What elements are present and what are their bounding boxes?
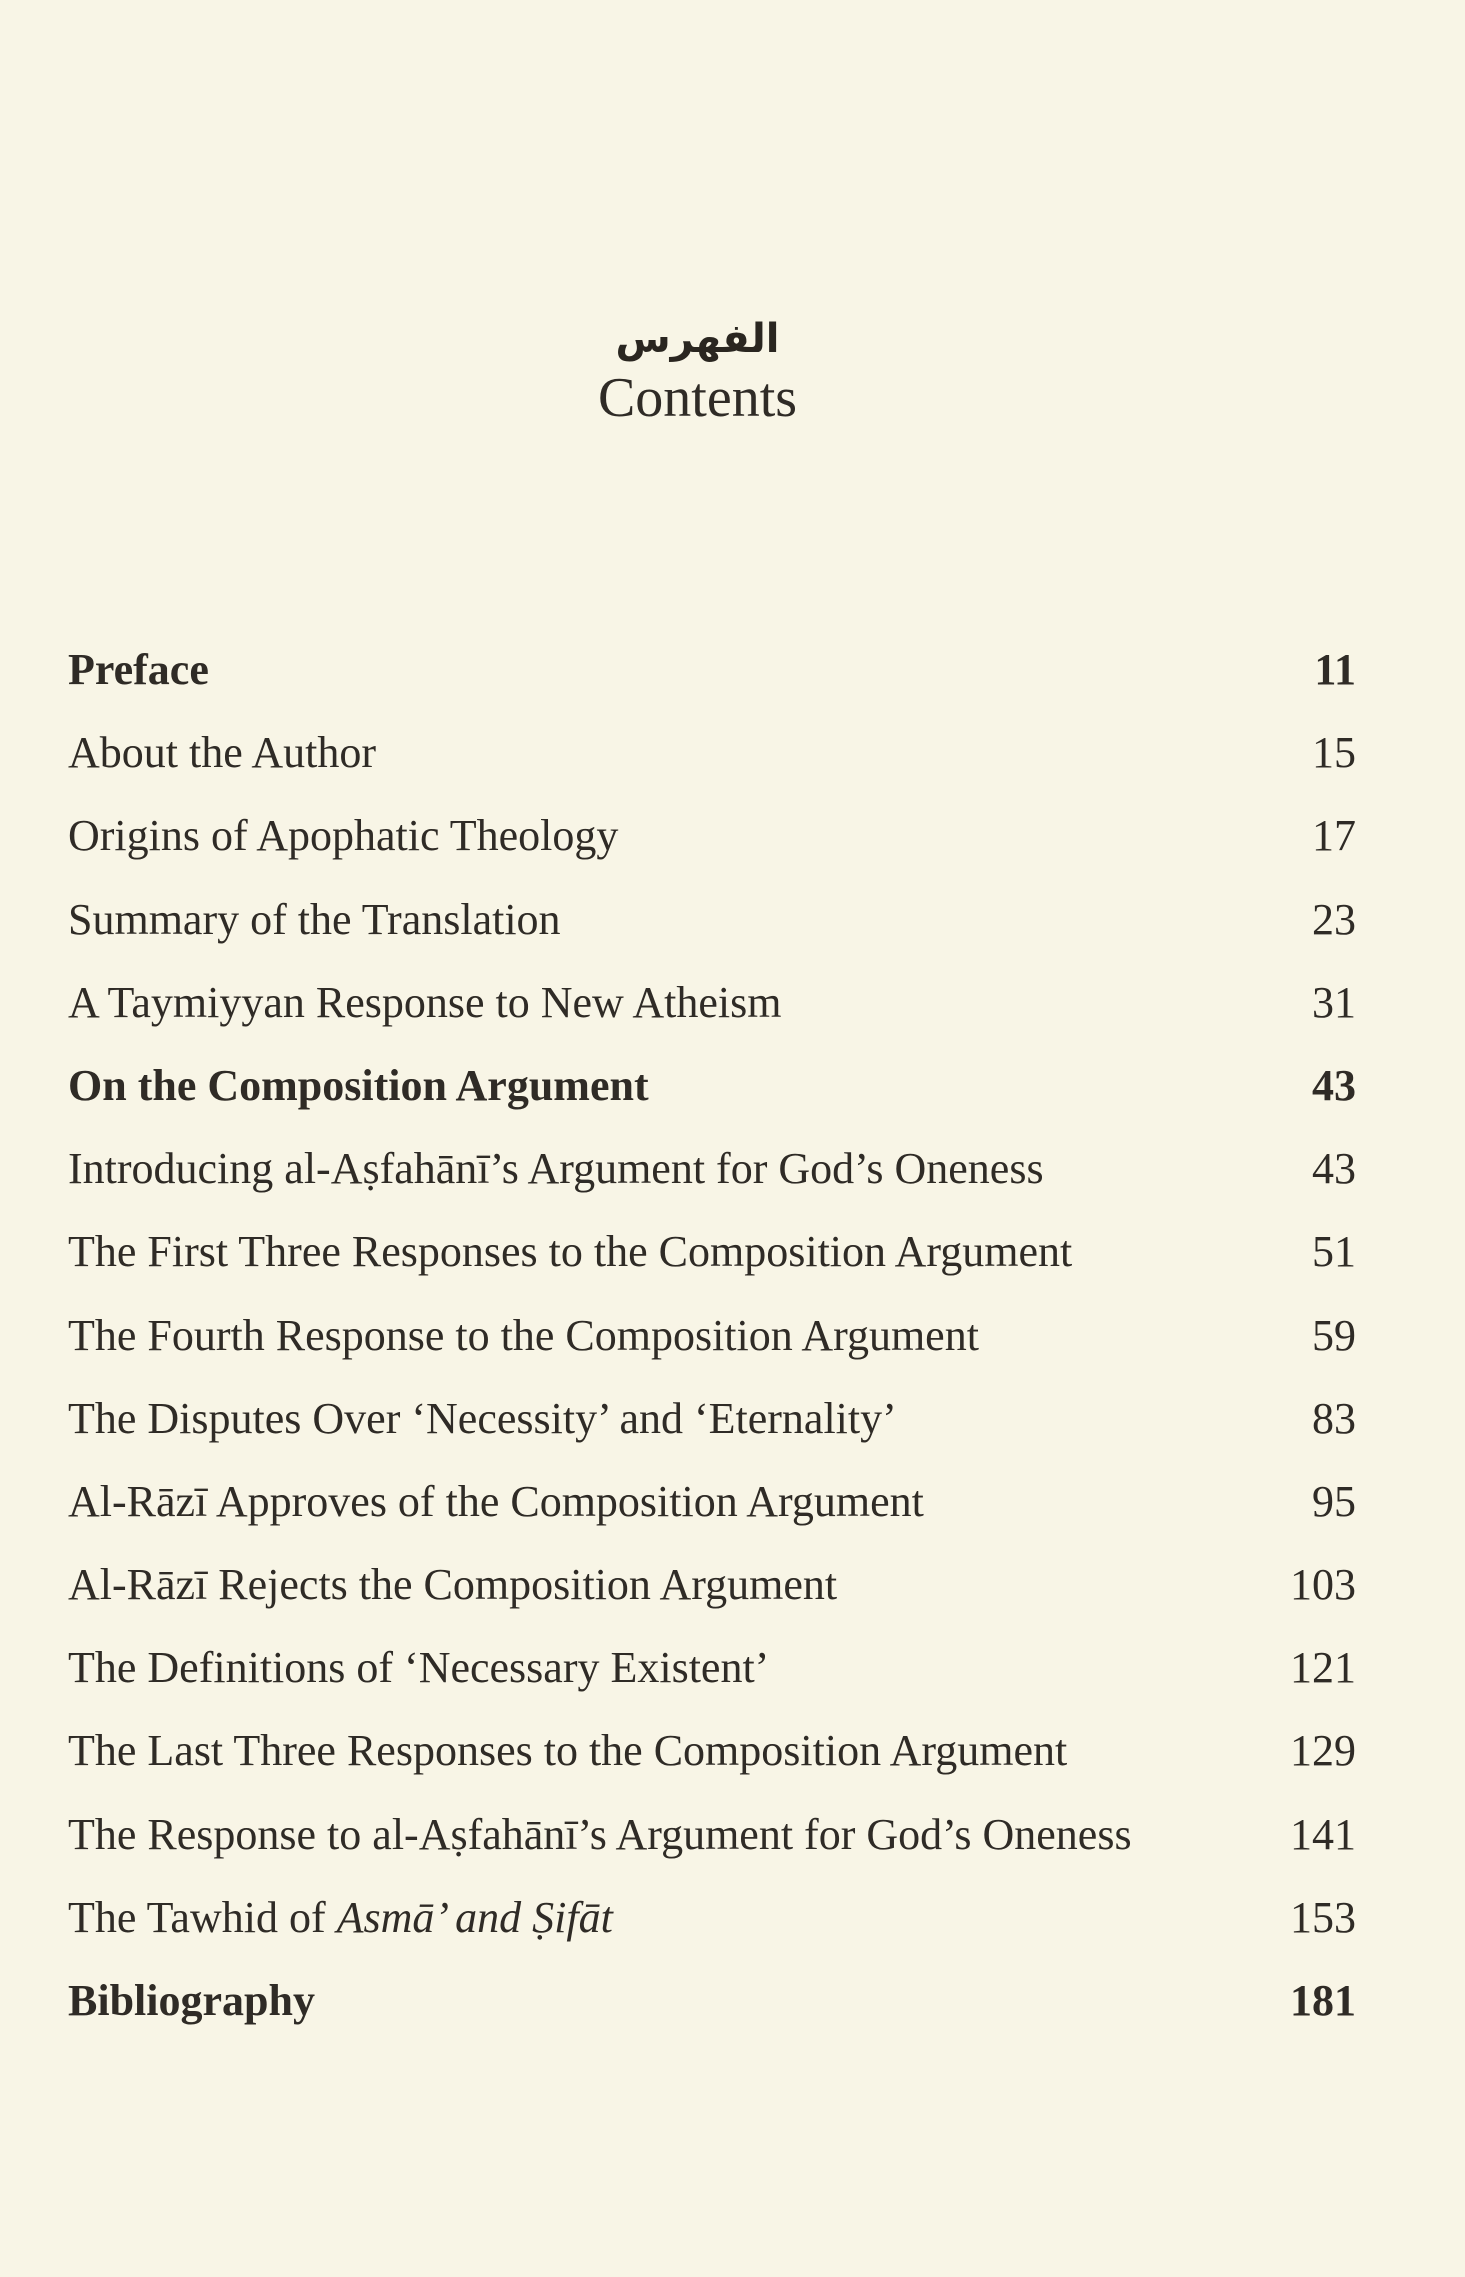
toc-entry-title: The Disputes Over ‘Necessity’ and ‘Eternality’: [68, 1393, 897, 1443]
toc-entry-page: 23: [1312, 894, 1356, 944]
toc-entry-taymiyyan-response[interactable]: [68, 961, 1364, 1044]
toc-entry-al-razi-rejects[interactable]: [68, 1543, 1364, 1626]
toc-entry-page: 11: [1314, 645, 1356, 694]
toc-entry-first-three-responses[interactable]: [68, 1210, 1364, 1293]
table-of-contents: [68, 628, 1364, 2042]
toc-entry-title: About the Author: [68, 728, 376, 778]
toc-entry-page: 31: [1312, 977, 1356, 1027]
toc-entry-summary-of-the-translation[interactable]: [68, 878, 1364, 961]
toc-entry-page: 43: [1312, 1144, 1356, 1194]
toc-entry-page: 129: [1290, 1726, 1356, 1776]
toc-entry-title: Origins of Apophatic Theology: [68, 811, 619, 861]
toc-entry-response-to-al-asfahani[interactable]: [68, 1793, 1364, 1876]
toc-entry-title: Summary of the Translation: [68, 894, 561, 944]
toc-entry-about-the-author[interactable]: [68, 711, 1364, 794]
toc-entry-title: The Fourth Response to the Composition Argument: [68, 1310, 979, 1360]
toc-entry-title-wrapper: [68, 1876, 613, 1959]
toc-entry-page: 141: [1290, 1809, 1356, 1859]
toc-entry-fourth-response[interactable]: [68, 1294, 1364, 1377]
toc-entry-disputes-over-necessity[interactable]: [68, 1377, 1364, 1460]
toc-entry-title: The First Three Responses to the Composition Argument: [68, 1227, 1073, 1277]
toc-entry-bibliography[interactable]: [68, 1959, 1364, 2042]
toc-entry-on-the-composition-argument[interactable]: [68, 1044, 1364, 1127]
toc-entry-page: 17: [1312, 811, 1356, 861]
toc-entry-page: 103: [1290, 1560, 1356, 1610]
toc-entry-page: 83: [1312, 1393, 1356, 1443]
toc-entry-title: Al-Rāzī Rejects the Composition Argument: [68, 1560, 838, 1610]
toc-entry-title-italic: Asmā’ and Ṣifāt: [336, 1892, 613, 1942]
toc-entry-introducing-al-asfahani[interactable]: [68, 1127, 1364, 1210]
toc-entry-page: 121: [1290, 1643, 1356, 1693]
page-header: [0, 315, 1395, 433]
arabic-title: الفهرس: [615, 316, 780, 362]
toc-entry-last-three-responses[interactable]: [68, 1709, 1364, 1792]
toc-entry-al-razi-approves[interactable]: [68, 1460, 1364, 1543]
toc-entry-title: Al-Rāzī Approves of the Composition Argument: [68, 1476, 924, 1526]
toc-entry-title: On the Composition Argument: [68, 1060, 649, 1110]
page-title: Contents: [597, 367, 798, 429]
toc-entry-title: The Last Three Responses to the Composition Argument: [68, 1726, 1068, 1776]
toc-entry-title: Preface: [68, 645, 209, 694]
toc-entry-page: 51: [1312, 1227, 1356, 1277]
toc-entry-title: The Tawhid of: [68, 1892, 337, 1942]
toc-entry-page: 43: [1312, 1060, 1356, 1110]
toc-entry-page: 59: [1312, 1310, 1356, 1360]
toc-entry-tawhid-of-asma-and-sifat[interactable]: [68, 1876, 1364, 1959]
toc-entry-preface[interactable]: [68, 628, 1364, 711]
toc-entry-origins-of-apophatic-theology[interactable]: [68, 794, 1364, 877]
toc-entry-title: The Response to al-Aṣfahānī’s Argument for God’s Oneness: [68, 1809, 1132, 1859]
toc-entry-title: Bibliography: [68, 1976, 315, 2025]
toc-entry-page: 153: [1290, 1892, 1356, 1942]
toc-entry-page: 181: [1290, 1976, 1356, 2025]
toc-entry-page: 95: [1312, 1476, 1356, 1526]
toc-entry-page: 15: [1312, 728, 1356, 778]
toc-entry-title: A Taymiyyan Response to New Atheism: [68, 977, 782, 1027]
toc-entry-definitions-of-necessary-existent[interactable]: [68, 1626, 1364, 1709]
toc-entry-title: Introducing al-Aṣfahānī’s Argument for God’s Oneness: [68, 1144, 1044, 1194]
toc-entry-title: The Definitions of ‘Necessary Existent’: [68, 1643, 770, 1693]
